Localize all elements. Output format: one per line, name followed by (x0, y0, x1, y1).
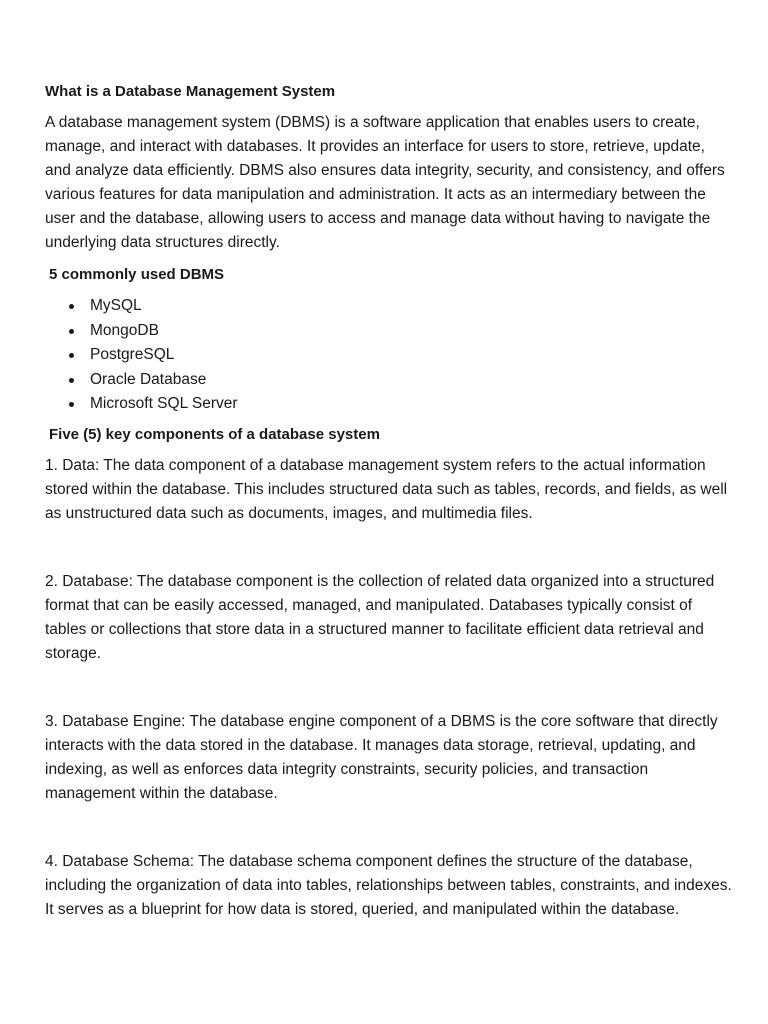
dbms-list (45, 294, 735, 417)
component-data: 1. Data: The data component of a database management system refers to the actual information stored within the database. This includes structured data such as tables, records, and fields, as well as unstructured data such as documents, images, and multimedia files. (45, 456, 728, 522)
document-page (45, 80, 735, 922)
component-database-engine: 3. Database Engine: The database engine component of a DBMS is the core software that directly interacts with the data stored in the database. It manages data storage, retrieval, updating, and indexing, as well as enforces data integrity constraints, security policies, and transaction management within the database. (45, 712, 718, 802)
dbms-list-heading: 5 commonly used DBMS (49, 266, 225, 283)
list-item: Oracle Database (69, 368, 735, 393)
page-title: What is a Database Management System (45, 83, 336, 100)
list-item: PostgreSQL (69, 343, 735, 368)
list-item: Microsoft SQL Server (69, 392, 735, 417)
list-item: MongoDB (69, 319, 735, 344)
component-database-schema: 4. Database Schema: The database schema component defines the structure of the database, including the organization of data into tables, relationships between tables, constraints, and indexes. It serves as a blueprint for how data is stored, queried, and manipulated within the database. (45, 852, 732, 918)
list-item: MySQL (69, 294, 735, 319)
components-heading: Five (5) key components of a database system (49, 425, 380, 443)
component-database: 2. Database: The database component is the collection of related data organized into a structured format that can be easily accessed, managed, and manipulated. Databases typically consist of tables or collections that store data in a structured manner to facilitate efficient data retrieval and storage. (45, 572, 715, 662)
intro-paragraph: A database management system (DBMS) is a software application that enables users to create, manage, and interact with databases. It provides an interface for users to store, retrieve, update, and analyze data efficiently. DBMS also ensures data integrity, security, and consistency, and offers various features for data manipulation and administration. It acts as an intermediary between the user and the database, allowing users to access and manage data without having to navigate the underlying data structures directly. (45, 114, 725, 251)
